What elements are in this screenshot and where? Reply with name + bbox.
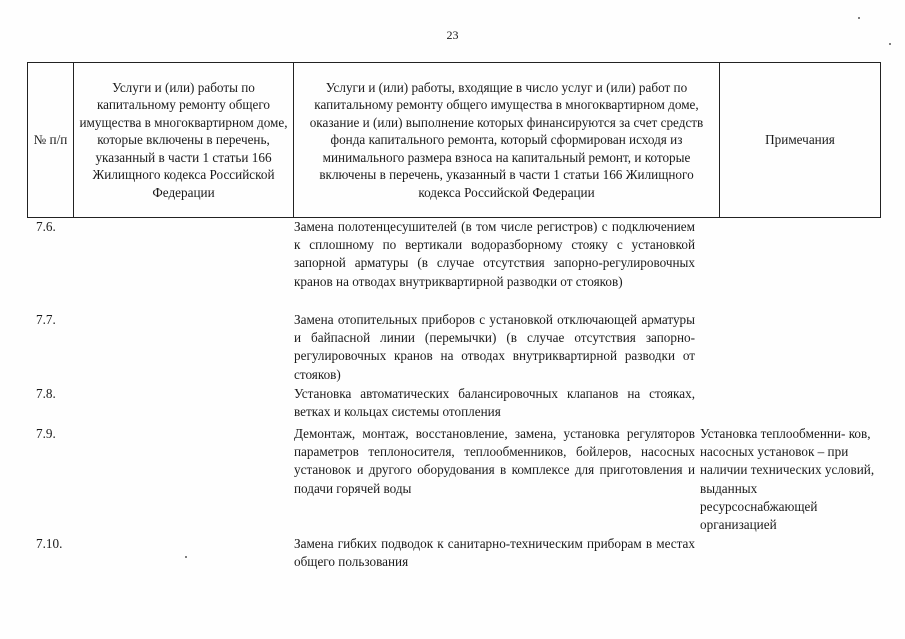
scan-speck [185,556,187,558]
row-number: 7.10. [36,536,63,551]
header-services-composition: Услуги и (или) работы, входящие в число услуг и (или) работ по капитальному ремонту общего имущества в многоквартирном доме, оказание и (или) выполнение которых финансируются за счет средств фонда капитального ремонта, который сформирован исходя из минимального размера взноса на капитальный ремонт, и которые включены в перечень, указанный в части 1 статьи 166 Жилищного кодекса Российской Федерации [294,63,720,217]
header-number: № п/п [28,63,74,217]
row-description: Замена полотенцесушителей (в том числе регистров) с подключением к сплошному по вертикали водоразборному стояку с установкой запорной арматуры (в случае отсутствия запорно-регулировочных кранов на отводах внутриквартирной разводки от стояков) [294,219,695,289]
page-number: 23 [446,28,459,42]
row-description: Демонтаж, монтаж, восстановление, замена, установка регуляторов параметров теплоносителя, теплообменников, бойлеров, насосных установок и другого оборудования в комплексе для приготовления и подачи горячей воды [294,426,695,496]
row-description: Замена отопительных приборов с установкой отключающей арматуры и байпасной линии (перемычки) (в случае отсутствия запорно-регулировочных кранов на отводах внутриквартирной разводки от стояков) [294,312,695,382]
row-number: 7.9. [36,426,56,441]
header-services-included: Услуги и (или) работы по капитальному ремонту общего имущества в многоквартирном доме, которые включены в перечень, указанный в части 1 статьи 166 Жилищного кодекса Российской Федерации [74,63,294,217]
row-number: 7.8. [36,386,56,401]
row-description: Замена гибких подводок к санитарно-техническим приборам в местах общего пользования [294,536,695,570]
row-number: 7.6. [36,219,56,234]
scan-speck [889,43,891,45]
table-header [27,62,881,218]
header-notes: Примечания [765,132,835,148]
row-description: Установка автоматических балансировочных клапанов на стояках, ветках и кольцах системы отопления [294,386,695,420]
row-note: Установка теплообменни- ков, насосных установок – при наличии технических условий, выданных ресурсоснабжающей организацией [700,426,875,533]
scan-speck [858,17,860,19]
row-number: 7.7. [36,312,56,327]
